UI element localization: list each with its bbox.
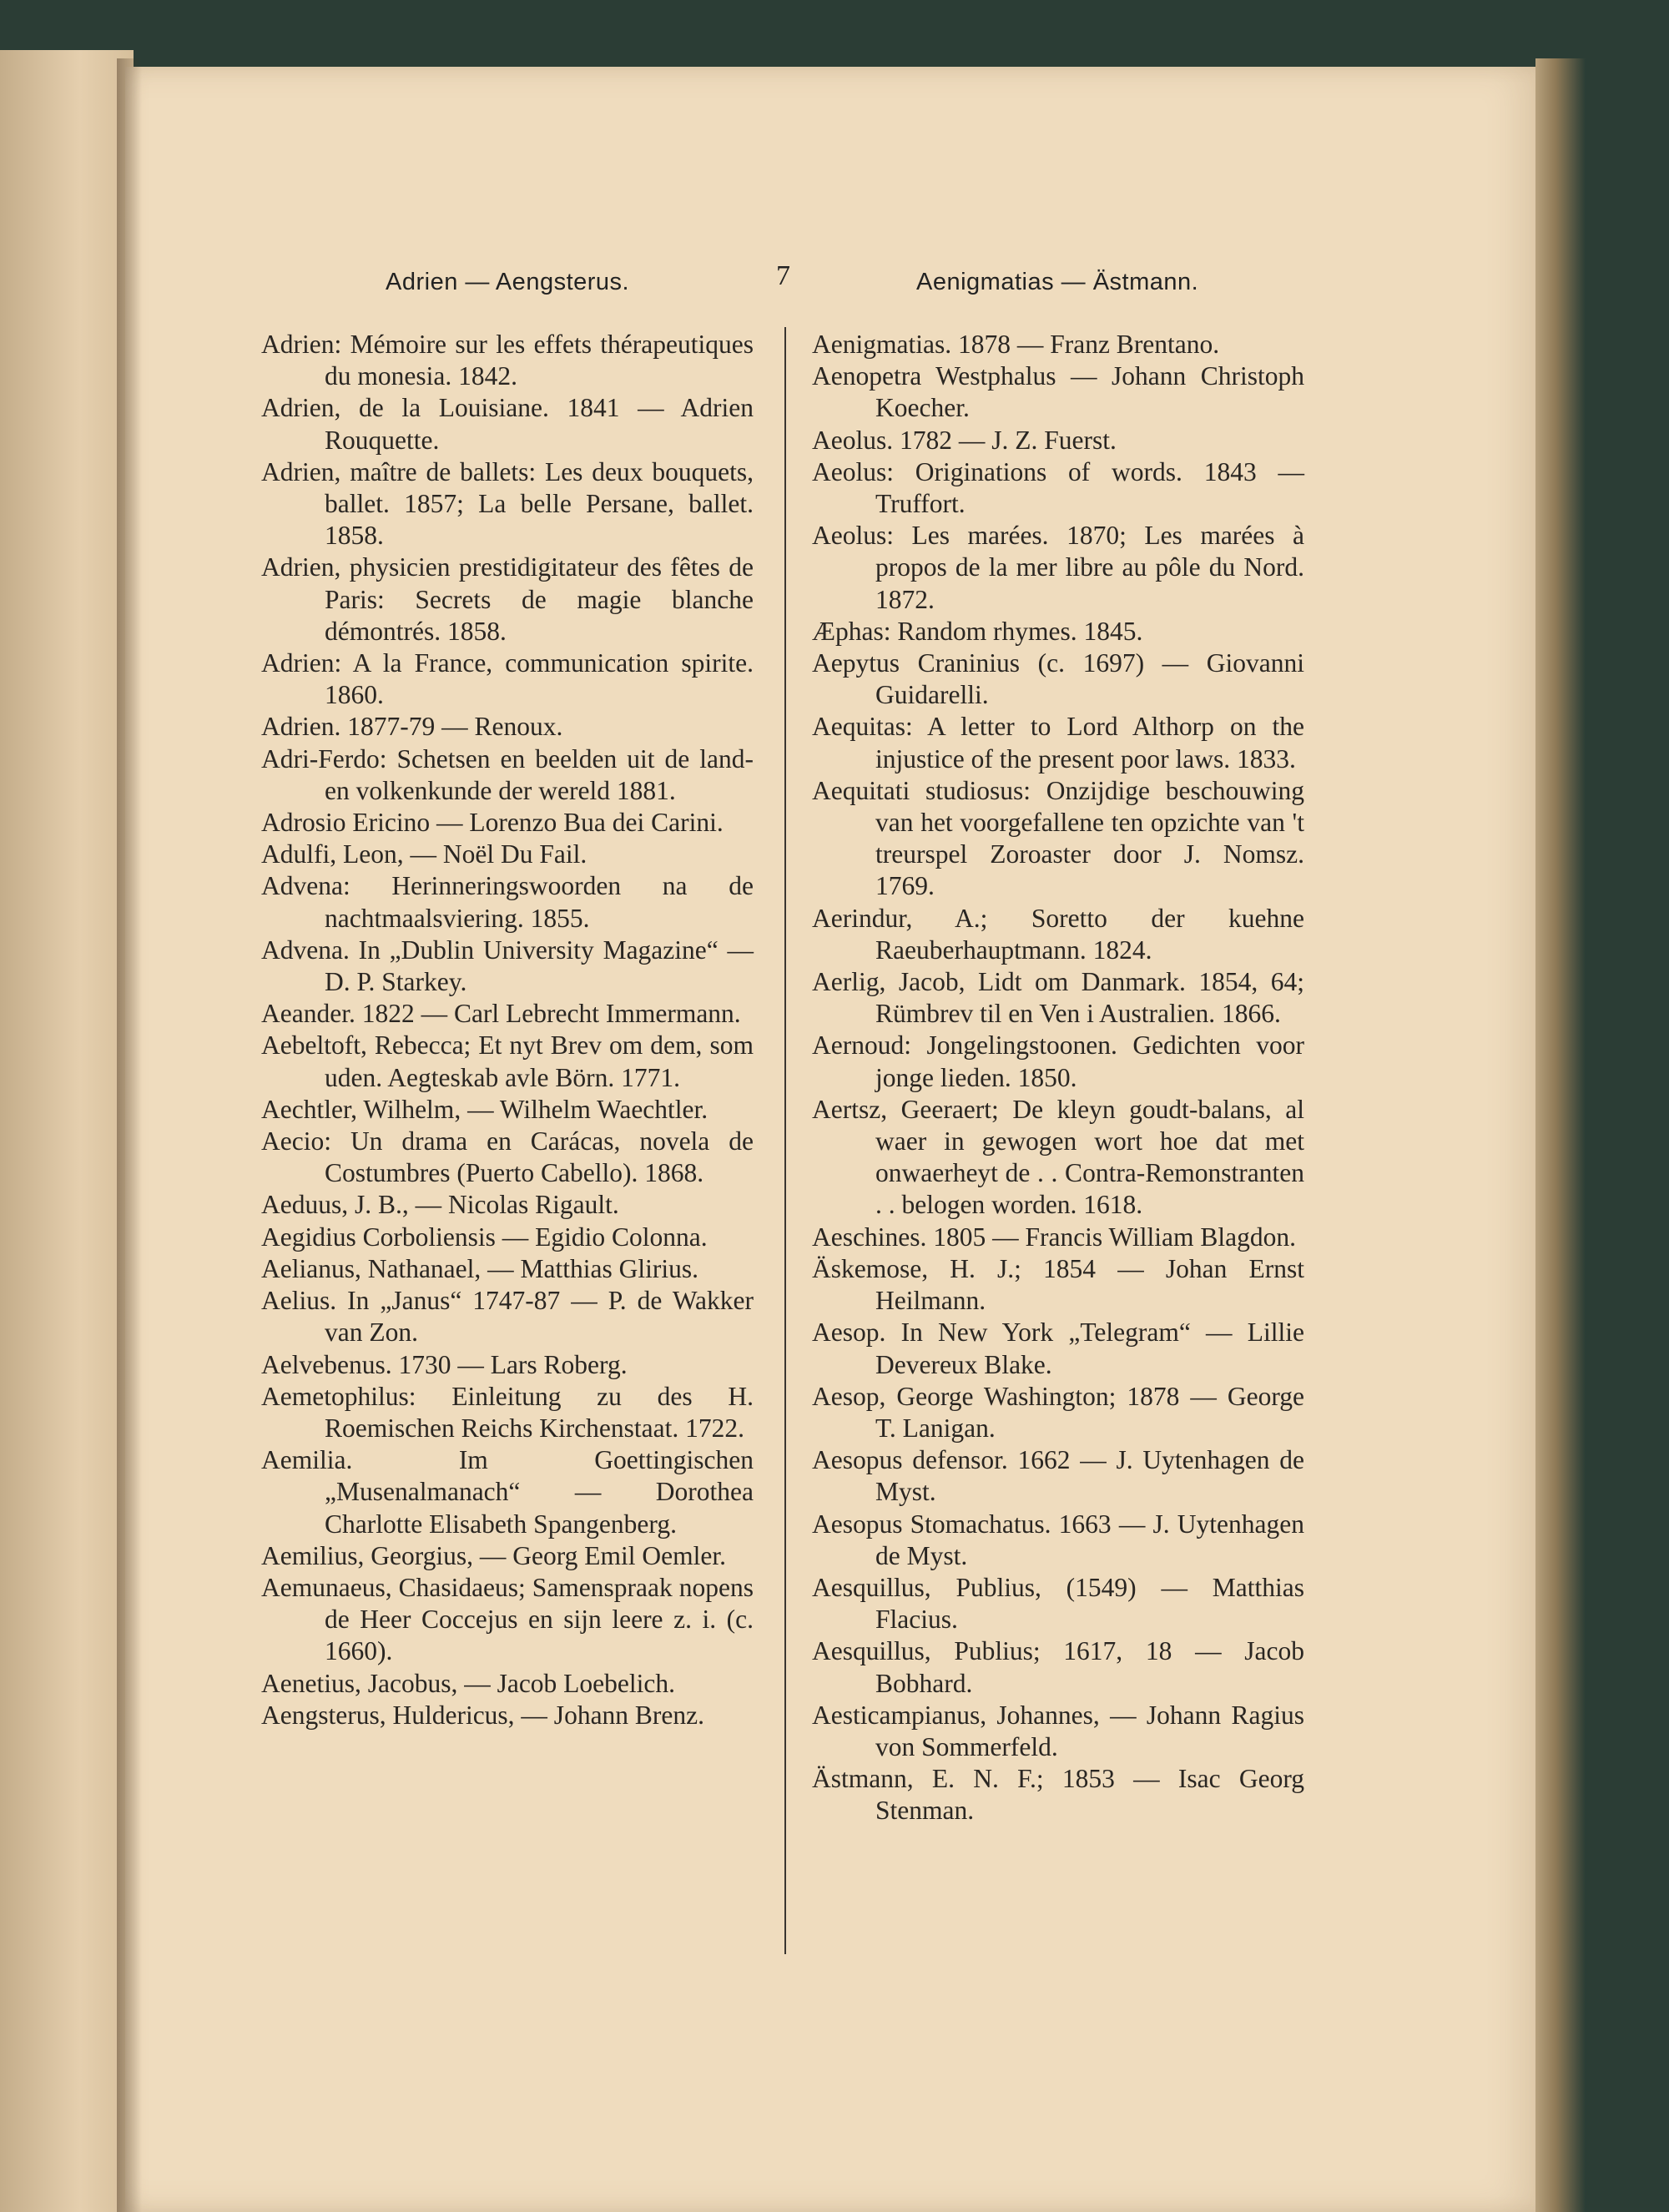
index-entry: Aesquillus, Publius, (1549) — Matthias Flacius.	[812, 1572, 1304, 1635]
index-entry: Aegidius Corboliensis — Egidio Colonna.	[261, 1222, 708, 1252]
index-entry: Aequitas: A letter to Lord Althorp on the injustice of the present poor laws. 1833.	[812, 712, 1304, 773]
index-entry: Aeolus: Originations of words. 1843 — Truffort.	[812, 456, 1304, 519]
index-entry: Aecio: Un drama en Carácas, novela de Costumbres (Puerto Cabello). 1868.	[261, 1126, 754, 1188]
index-entry: Adrien, maître de ballets: Les deux bouquets, ballet. 1857; La belle Persane, ballet. 1858.	[261, 456, 754, 551]
spine-shadow	[117, 58, 142, 2212]
index-entry: Adulfi, Leon, — Noël Du Fail.	[261, 839, 587, 869]
index-entry: Aeduus, J. B., — Nicolas Rigault.	[261, 1190, 619, 1220]
index-entry: Aerindur, A.; Soretto der kuehne Raeuberhauptmann. 1824.	[812, 903, 1304, 965]
index-entry: Aengsterus, Huldericus, — Johann Brenz.	[261, 1700, 705, 1730]
index-entry: Adrien. 1877-79 — Renoux.	[261, 712, 563, 742]
index-entry: Adri-Ferdo: Schetsen en beelden uit de land-en volkenkunde der wereld 1881.	[261, 743, 754, 805]
right-column	[812, 329, 1304, 1827]
index-entry: Advena. In „Dublin University Magazine“ — D. P. Starkey.	[261, 935, 754, 997]
page-number: 7	[776, 260, 790, 291]
column-divider	[784, 327, 786, 1954]
index-entry: Aemunaeus, Chasidaeus; Samenspraak nopens de Heer Coccejus en sijn leere z. i. (c. 1660).	[261, 1572, 754, 1666]
index-entry: Aelvebenus. 1730 — Lars Roberg.	[261, 1349, 628, 1379]
index-entry: Aelius. In „Janus“ 1747-87 — P. de Wakker van Zon.	[261, 1286, 754, 1348]
index-entry: Aemilia. Im Goettingischen „Musenalmanach“ — Dorothea Charlotte Elisabeth Spangenberg.	[261, 1445, 754, 1539]
running-head-left: Adrien — Aengsterus.	[386, 269, 630, 295]
index-entry: Äskemose, H. J.; 1854 — Johan Ernst Heilmann.	[812, 1253, 1304, 1316]
index-entry: Aesopus Stomachatus. 1663 — J. Uytenhagen de Myst.	[812, 1509, 1304, 1570]
index-entry: Aenigmatias. 1878 — Franz Brentano.	[812, 330, 1220, 359]
index-entry: Aebeltoft, Rebecca; Et nyt Brev om dem, som uden. Aegteskab avle Börn. 1771.	[261, 1030, 754, 1092]
index-entry: Aeolus: Les marées. 1870; Les marées à propos de la mer libre au pôle du Nord. 1872.	[812, 521, 1304, 614]
index-entry: Aechtler, Wilhelm, — Wilhelm Waechtler.	[261, 1094, 708, 1124]
index-entry: Aequitati studiosus: Onzijdige beschouwing van het voorgefallene ten opzichte van 't treurspel Zoroaster door J. Nomsz. 1769.	[812, 775, 1304, 901]
index-entry: Aesop. In New York „Telegram“ — Lillie Devereux Blake.	[812, 1318, 1304, 1379]
index-entry: Aepytus Craninius (c. 1697) — Giovanni Guidarelli.	[812, 648, 1304, 710]
index-entry: Aeander. 1822 — Carl Lebrecht Immermann.	[261, 999, 741, 1029]
left-page-edge	[0, 50, 134, 2212]
index-entry: Aesopus defensor. 1662 — J. Uytenhagen de Myst.	[812, 1445, 1304, 1507]
index-entry: Aesticampianus, Johannes, — Johann Ragius von Sommerfeld.	[812, 1700, 1304, 1761]
index-entry: Adrien, physicien prestidigitateur des fêtes de Paris: Secrets de magie blanche démontrés. 1858.	[261, 552, 754, 646]
left-column	[261, 329, 754, 1731]
index-entry: Adrosio Ericino — Lorenzo Bua dei Carini.	[261, 808, 724, 838]
index-entry: Aemilius, Georgius, — Georg Emil Oemler.	[261, 1540, 727, 1570]
index-entry: Aerlig, Jacob, Lidt om Danmark. 1854, 64; Rümbrev til en Ven i Australien. 1866.	[812, 967, 1304, 1029]
index-entry: Advena: Herinneringswoorden na de nachtmaalsviering. 1855.	[261, 871, 754, 933]
index-entry: Aemetophilus: Einleitung zu des H. Roemischen Reichs Kirchenstaat. 1722.	[261, 1381, 754, 1443]
index-entry: Aesop, George Washington; 1878 — George T. Lanigan.	[812, 1381, 1304, 1443]
index-entry: Aelianus, Nathanael, — Matthias Glirius.	[261, 1253, 699, 1283]
index-entry: Aenopetra Westphalus — Johann Christoph Koecher.	[812, 361, 1304, 423]
index-entry: Aenetius, Jacobus, — Jacob Loebelich.	[261, 1668, 675, 1698]
index-entry: Adrien, de la Louisiane. 1841 — Adrien Rouquette.	[261, 393, 754, 455]
index-entry: Ästmann, E. N. F.; 1853 — Isac Georg Stenman.	[812, 1764, 1304, 1826]
index-entry: Adrien: A la France, communication spirite. 1860.	[261, 648, 754, 710]
book-edge	[1535, 58, 1586, 2212]
index-entry: Aesquillus, Publius; 1617, 18 — Jacob Bobhard.	[812, 1636, 1304, 1698]
running-head-right: Aenigmatias — Ästmann.	[916, 269, 1199, 295]
index-entry: Adrien: Mémoire sur les effets thérapeutiques du monesia. 1842.	[261, 330, 754, 391]
index-entry: Æphas: Random rhymes. 1845.	[812, 616, 1143, 646]
index-entry: Aernoud: Jongelingstoonen. Gedichten voor jonge lieden. 1850.	[812, 1030, 1304, 1092]
index-entry: Aeschines. 1805 — Francis William Blagdon.	[812, 1222, 1296, 1252]
index-entry: Aertsz, Geeraert; De kleyn goudt-balans, al waer in gewogen wort hoe dat met onwaerheyt de . . Contra-Remonstranten . . belogen worden. 1618.	[812, 1094, 1304, 1220]
index-entry: Aeolus. 1782 — J. Z. Fuerst.	[812, 425, 1117, 455]
